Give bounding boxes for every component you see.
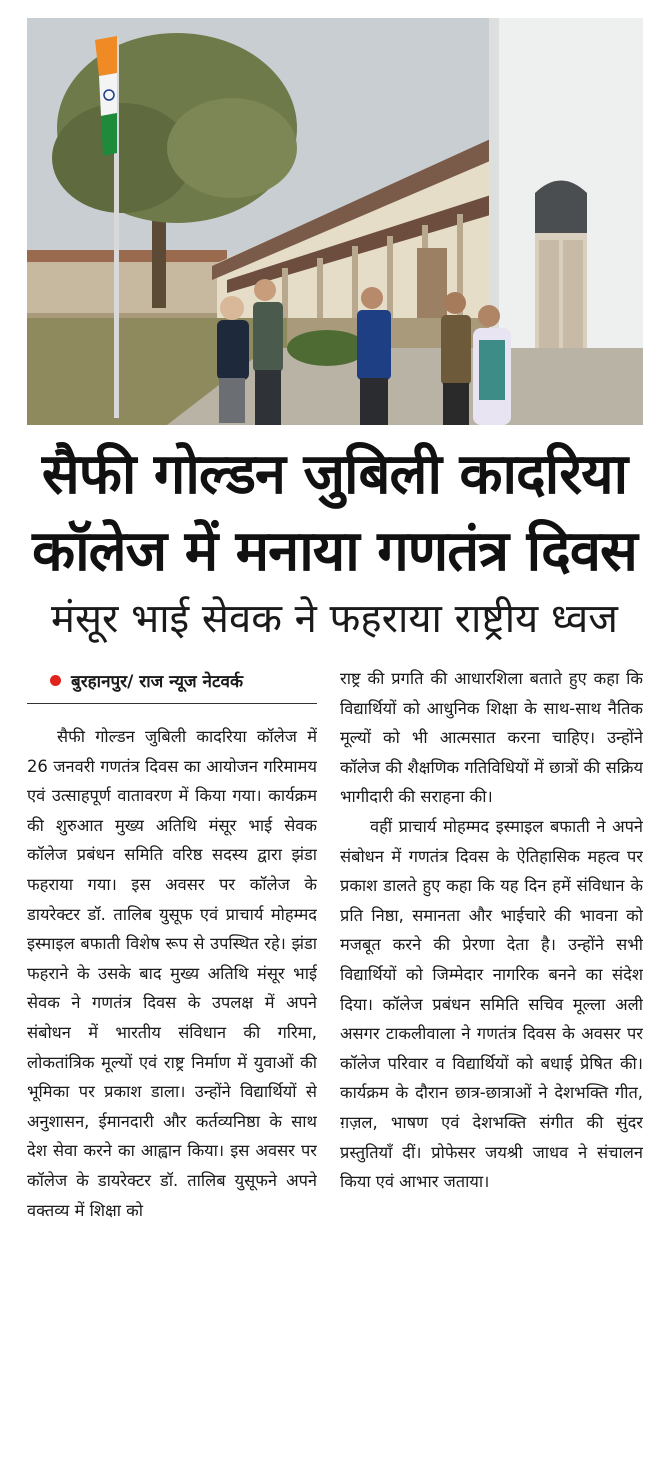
article-paragraph: वहीं प्राचार्य मोहम्मद इस्माइल बफाती ने अपने संबोधन में गणतंत्र दिवस के ऐतिहासिक महत्व पर प्रकाश डालते हुए कहा कि यह दिन हमें संविधान के प्रति निष्ठा, समानता और भाईचारे की भावना को मजबूत करने की प्रेरणा देता है। उन्होंने सभी विद्यार्थियों को जिम्मेदार नागरिक बनने का संदेश दिया। कॉलेज प्रबंधन समिति सचिव मूल्ला अली असगर टाकलीवाला ने गणतंत्र दिवस के अवसर पर कॉलेज परिवार व विद्यार्थियों को बधाई प्रेषित की। कार्यक्रम के दौरान छात्र-छात्राओं ने देशभक्ति गीत, ग़ज़ल, भाषण एवं देशभक्ति संगीत की सुंदर प्रस्तुतियाँ दीं। प्रोफेसर जयश्री जाधव ने संचालन किया एवं आभार जताया। <box>340 816 643 1192</box>
article-paragraph: राष्ट्र की प्रगति की आधारशिला बताते हुए कहा कि विद्यार्थियों को आधुनिक शिक्षा के साथ-साथ नैतिक मूल्यों को भी आत्मसात करना चाहिए। उन्होंने कॉलेज की शैक्षणिक गतिविधियों में छात्रों की सक्रिय भागीदारी की सराहना की। <box>340 669 643 807</box>
byline-text: बुरहानपुर/ राज न्यूज नेटवर्क <box>71 672 244 692</box>
headline-line-1: सैफी गोल्डन जुबिली कादरिया <box>41 442 628 507</box>
headline-line-2: कॉलेज में मनाया गणतंत्र दिवस <box>32 519 637 584</box>
byline-divider <box>27 703 317 704</box>
subheadline: मंसूर भाई सेवक ने फहराया राष्ट्रीय ध्वज <box>51 596 618 642</box>
article-paragraph: सैफी गोल्डन जुबिली कादरिया कॉलेज में 26 जनवरी गणतंत्र दिवस का आयोजन गरिमामय एवं उत्साहपूर्ण वातावरण में किया गया। कार्यक्रम की शुरुआत मुख्य अतिथि मंसूर भाई सेवक कॉलेज प्रबंधन समिति वरिष्ठ सदस्य द्वारा झंडा फहराया गया। इस अवसर पर कॉलेज के डायरेक्टर डॉ. तालिब युसूफ एवं प्राचार्य मोहम्मद इस्माइल बफाती विशेष रूप से उपस्थित रहे। झंडा फहराने के उसके बाद मुख्य अतिथि मंसूर भाई सेवक ने गणतंत्र दिवस के उपलक्ष में अपने संबोधन में भारतीय संविधान की गरिमा, लोकतांत्रिक मूल्यों एवं राष्ट्र निर्माण में युवाओं की भूमिका पर प्रकाश डाला। उन्होंने विद्यार्थियों से अनुशासन, ईमानदारी और कर्तव्यनिष्ठा के साथ देश सेवा करने का आह्वान किया। इस अवसर पर कॉलेज के डायरेक्टर डॉ. तालिब युसूफने अपने वक्तव्य में शिक्षा को <box>27 727 317 1220</box>
red-dot-icon <box>50 675 61 686</box>
byline <box>50 668 243 696</box>
news-photo <box>27 18 643 425</box>
article-column-left <box>27 722 317 1462</box>
article-column-right <box>340 664 643 1462</box>
